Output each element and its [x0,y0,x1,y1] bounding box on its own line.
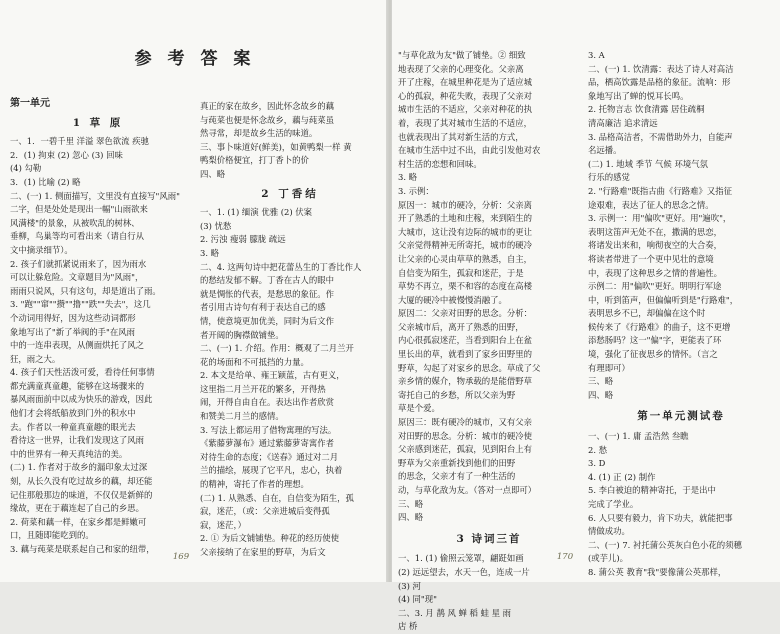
text-line: 情做成功。 [588,526,630,537]
text-line: 父亲觉得精神无所寄托，城市的硬冷 [398,240,532,251]
text-line: 者引用古诗句有利于表达自己的感 [200,302,326,313]
text-line: 父亲感到迷茫，孤寂，见到阳台上有 [398,444,532,455]
text-line: 5. 李白被迫的精神寄托，于是出中 [588,485,716,496]
text-line: 然寻常，却是故乡生活的味道。 [200,128,318,139]
text-line: 四、略 [588,389,614,400]
text-line: 的思念，父亲才有了一种生活的 [398,471,516,482]
text-line: 4. (1) 正 (2) 制作 [588,471,656,482]
left-column-1-lines [10,135,186,556]
text-line: 2. "行路难"既指古曲《行路难》又指征 [588,185,732,196]
text-line: 象地写出了"新了举阀的手"在风雨 [10,326,135,337]
text-line: 父亲城市后，离开了熟悉的田野， [398,321,524,332]
text-line: 开了庄稼，在城里种花是为了适应城 [398,77,532,88]
text-line: 示例二：用"偏吹"更好。明明行军途 [588,281,722,292]
text-line: 四、略 [398,512,424,523]
text-line: 情，使意境更加优美，同时为后文作 [200,315,334,326]
left-column-2 [200,100,380,560]
text-line: 3. A [588,50,605,60]
text-line: 一、(一) 1. 庸 孟浩然 叁瞧 [588,431,689,442]
left-column-2-lines [200,206,380,559]
text-line: 垂柳，鸟巢等均可看出来（请自行从 [10,231,144,242]
text-line: 一、1．一碧千里 洋溢 翠色欲流 疾驰 [10,136,149,147]
text-line: 着，表现了其对城市生活的不适应， [398,117,532,128]
text-line: 闹，开得自由自在。表达出作者欣赏 [200,397,334,408]
text-line: 原因二：父亲对田野的思念。分析： [398,308,532,319]
right-column-2-lines [588,430,774,580]
text-line: 中的世界有一种天真纯洁的美。 [10,448,128,459]
text-line: 真正的家在故乡，因此怀念故乡的藕 [200,101,334,111]
text-line: 父亲接纳了在家里的野草，为后文 [200,547,326,557]
text-line: 开了熟悉的土地和庄稼，来到陌生的 [398,213,532,224]
text-line: 3. 藕与莼菜是联系起自己和家的纽带， [10,544,155,554]
text-line: 寂，迷茫，（或：父亲进城后变得孤 [200,506,330,517]
text-line: 二、4. 这两句诗中把花蕾丛生的丁香比作人 [200,261,362,272]
unit-test-title: 第一单元测试卷 [637,410,725,423]
page-number-right: 170 [550,552,580,570]
text-line: 将读者带进了一个更中见壮的意境 [588,253,714,264]
text-line: 6. 人只要有毅力，肯下功夫，就能把事 [588,512,733,523]
text-line: 2. ① 为后文铺铺垫。种花的经历使使 [200,533,339,544]
text-line: 大厦的硬冷中被慢慢消融了。 [398,294,507,305]
right-column-2-top-lines [588,49,774,402]
text-line: 内心很孤寂迷茫，当看到阳台上在盆 [398,335,532,346]
right-column-1 [398,49,580,634]
text-line: 鸭梨价格便宜，打丁香卜的价 [200,155,309,166]
text-line: 二、(一) 1. 饮清露：表达了诗人对高洁 [588,63,734,74]
text-line: 对田野的思念。分析：城市的硬冷使 [398,430,532,441]
text-line: 都充满童真童趣，能够在这场骤来的 [10,380,144,391]
text-line: 动，与草化敌为友。（答对一点即可） [398,485,537,495]
text-line: 表明这笛声无处不在，撒满的思恋， [588,226,722,237]
text-line: 个动词用得好，因为这些动词都形 [10,312,136,323]
text-line: 口，且随即能吃到的。 [10,530,94,541]
text-line: 添愁肠吗？这一"偏"字，更能表了环 [588,335,722,346]
text-line: 4. 孩子们天性活泼可爱，看待任何事情 [10,367,155,378]
unit-label: 第一单元 [10,98,50,109]
text-line: 一、1. (1) 偷照云笼罩，翩跹如画 [398,553,524,564]
text-line: 3. 示例一：用"偏吹"更好。用"遍吹"， [588,213,732,224]
text-line: 2. 荷菜和藕一样，在家乡都是鲜嫩可 [10,516,147,527]
left-column-2-top-lines [200,100,380,182]
text-line: 3. 略 [398,172,418,183]
text-line: 原因三：既有硬冷的城市，又有父亲 [398,417,532,428]
text-line: 地表现了父亲的心理变化。父亲离 [398,63,524,74]
text-line: 三、略 [588,376,614,387]
text-line: 草势不再立，栗不和容的态度在高楼 [398,281,532,292]
page-number-left: 169 [166,552,196,570]
text-line: 兰的描绘，展现了它平凡，忠心，执着 [200,465,343,476]
text-line: 中，表现了这种思乡之情的普遍性。 [588,267,722,278]
text-line: 与莼菜也便是怀念故乡，藕与莼菜虽 [200,114,334,125]
left-page [0,0,388,582]
text-line: 可以让躲危险。文章题目为"风雨"， [10,272,144,283]
text-line: 3. 示例： [398,185,434,196]
text-line: 候传来了《行路难》的曲子，这不更增 [588,321,731,332]
text-line: 大城市，这让没有边际的城市的更让 [398,226,532,237]
text-line: 者开阔的胸襟做铺垫。 [200,329,284,340]
text-line: 3. D [588,458,606,469]
text-line: 3. 写法上都运用了借物寓理的写法。 [200,424,337,435]
text-line: 中，听到笛声，但偏偏听到是"行路难"， [588,294,739,305]
text-line: 3. 品格高洁者，不需借助外力，自能声 [588,131,733,142]
text-line: "与草化敌为友"做了铺垫。② 细致 [398,50,526,60]
text-line: 就是惆怅的代表，是愁思的象征。作 [200,288,334,299]
text-line: 看待这一世界，让我们发现这了风雨 [10,435,144,446]
text-line: 寄托自己的乡愁，所以父亲为野 [398,389,516,400]
text-line: 将诸发出来和，响彻夜空的大合奏， [588,240,722,251]
text-line: 3．(1) 比喻 (2) 略 [10,176,81,187]
text-line: 2. 托物言志 饮食清露 居住疏桐 [588,104,705,115]
text-line: 三、略 [398,498,424,509]
text-line: 里长出的草，就看到了家乡田野里的 [398,349,532,360]
text-line: 二、3. 月 鹊 风 蝉 稻 蛙 星 雨 [398,607,512,618]
text-line: (4) 勾勒 [10,163,42,174]
text-line: 缘故，更在于藕连起了自己的乡思。 [10,503,144,514]
text-line: 自信变为陌生，孤寂和迷茫，于是 [398,267,524,278]
text-line: 二、(一) 1. 介绍。作用：概观了二月兰开 [200,343,354,354]
text-line: 2. 愁 [588,444,608,455]
left-column-1 [10,95,186,557]
text-line: 暴风雨面前中以成为快乐的游戏，因此 [10,394,153,405]
text-line: 野草，勾起了对家乡的思念。草成了父 [398,362,541,373]
lesson2-title: 2 丁香结 [261,187,319,200]
text-line: (4) 同"现" [398,594,437,605]
text-line: 村生活的恋想和回味。 [398,158,482,169]
text-line: 心的孤寂，种花失败，表现了父亲对 [398,90,532,101]
text-line: (或芋儿)。 [588,553,629,564]
text-line: 他们才会将纸船放到门外的积水中 [10,408,136,419]
text-line: 这里指二月兰开花的繁多，开得热 [200,383,326,394]
right-column-1-lines [398,49,580,525]
text-line: 雨雨只说风，只有这句，却是道出了雨。 [10,285,161,296]
text-line: 店 桥 [398,621,418,632]
text-line: 2. 污浊 瘦弱 朦胧 疏远 [200,234,286,245]
lesson3-title: 3 诗词三首 [456,532,522,545]
text-line: 清高廉洁 追求清远 [588,117,658,128]
text-line: 也就表现出了其对新生活的方式， [398,131,524,142]
text-line: 文中摘录细节）。 [10,244,73,255]
text-line: 刻，从长久没有吃过故乡的藕，却还能 [10,476,153,487]
text-line: (二) 1. 地域 季节 气候 环境气氛 [588,158,708,169]
text-line: (2) 远远望去，水天一色，连成一片 [398,566,530,577]
text-line: 草是个爱。 [398,403,440,414]
text-line: 风满楼"的景象，从被吹乱的树林、 [10,217,140,228]
text-line: 8. 蒲公英 教育"我"要像蒲公英那样， [588,566,727,577]
text-line: 2. 本文是给单、雍王颖蓝，古有更义， [200,370,345,381]
text-line: 四、略 [200,168,226,179]
text-line: 名远播。 [588,145,622,156]
text-line: 2．(1) 拘束 (2) 忽心 (3) 回味 [10,149,123,160]
text-line: 去。作者以一种童真童趣的眼光去 [10,421,136,432]
text-line: 在城市生活中过不出，由此引发他对农 [398,145,541,156]
text-line: 品，栖高饮露是品格的象征。流响：形 [588,77,731,88]
book-title: 参 考 答 案 [134,49,256,69]
text-line: 一、1. (1) 缅演 优雅 (2) 伏案 [200,207,313,218]
text-line: 完成了学业。 [588,499,639,509]
text-line: 野草为父亲重新找到他们的田野 [398,457,516,468]
text-line: 二、(一) 1. 侧面描写，文里没有直接写"风雨" [10,190,180,201]
text-line: (3) 河 [398,580,421,591]
text-line: 对待生命的态度；《送春》通过对二月 [200,451,339,462]
text-line: 象地写出了蝉的悦耳长鸣。 [588,90,689,101]
text-line: 城市生活的不适应，父亲对种花的执 [398,104,532,115]
text-line: 的精神，寄托了作者的理想。 [200,479,309,490]
text-line: 原因一：城市的硬冷，分析：父亲离 [398,199,532,210]
text-line: 二、(一) 7. 衬托蒲公英灰白色小花的须穗 [588,539,742,550]
text-line: (二) 1. 从熟悉、自在，自信变为陌生，孤 [200,492,354,503]
text-line: 二字，但是处处是现出一幅"山雨欲来 [10,204,148,215]
text-line: 寂，迷茫，） [200,519,247,530]
text-line: 狂，雨之大。 [10,353,61,364]
text-line: 的愁结发郁不解。丁香在古人的眼中 [200,275,334,286]
text-line: 途艰难，表达了征人的思念之情。 [588,199,714,210]
text-line: 表明思乡不已，却偏偏在这个时 [588,308,706,319]
right-page [392,0,780,632]
text-line: 和赞美二月兰的感情。 [200,411,284,422]
text-line: 让父亲的心灵由草草的熟悉，自主， [398,253,532,264]
right-column-2 [588,49,774,580]
text-line: 2. 孩子们就抓紧说雨来了，因为雨水 [10,258,147,269]
text-line: 记住那般那边的味道，不仅仅是新鲜的 [10,489,153,500]
text-line: 境，强化了征夜思乡的情怀。（言之 [588,349,718,360]
text-line: 3. 略 [200,247,220,258]
text-line: 三、事卜味道好(鲜美)，如黄鸭梨一样 黄 [200,141,352,152]
text-line: (3) 忧愁 [200,220,232,231]
text-line: 3. "跑""窜""攒""撸""跌""失去"，这几 [10,299,151,310]
text-line: 亲乡情的媒介，物承载的是能借野草 [398,376,532,387]
text-line: (二) 1. 作者对于故乡的漏印象太过深 [10,462,148,473]
text-line: 有理即可） [588,362,630,373]
text-line: 中的一连串表现，从侧面烘托了风之 [10,340,144,351]
lesson1-title: 1 草 原 [72,116,124,129]
text-line: 《紫藤萝瀑布》通过紫藤萝寄寓作者 [200,438,334,449]
text-line: 花的场面和不可抵挡的力量。 [200,356,309,367]
text-line: 行乐的感觉 [588,172,630,183]
